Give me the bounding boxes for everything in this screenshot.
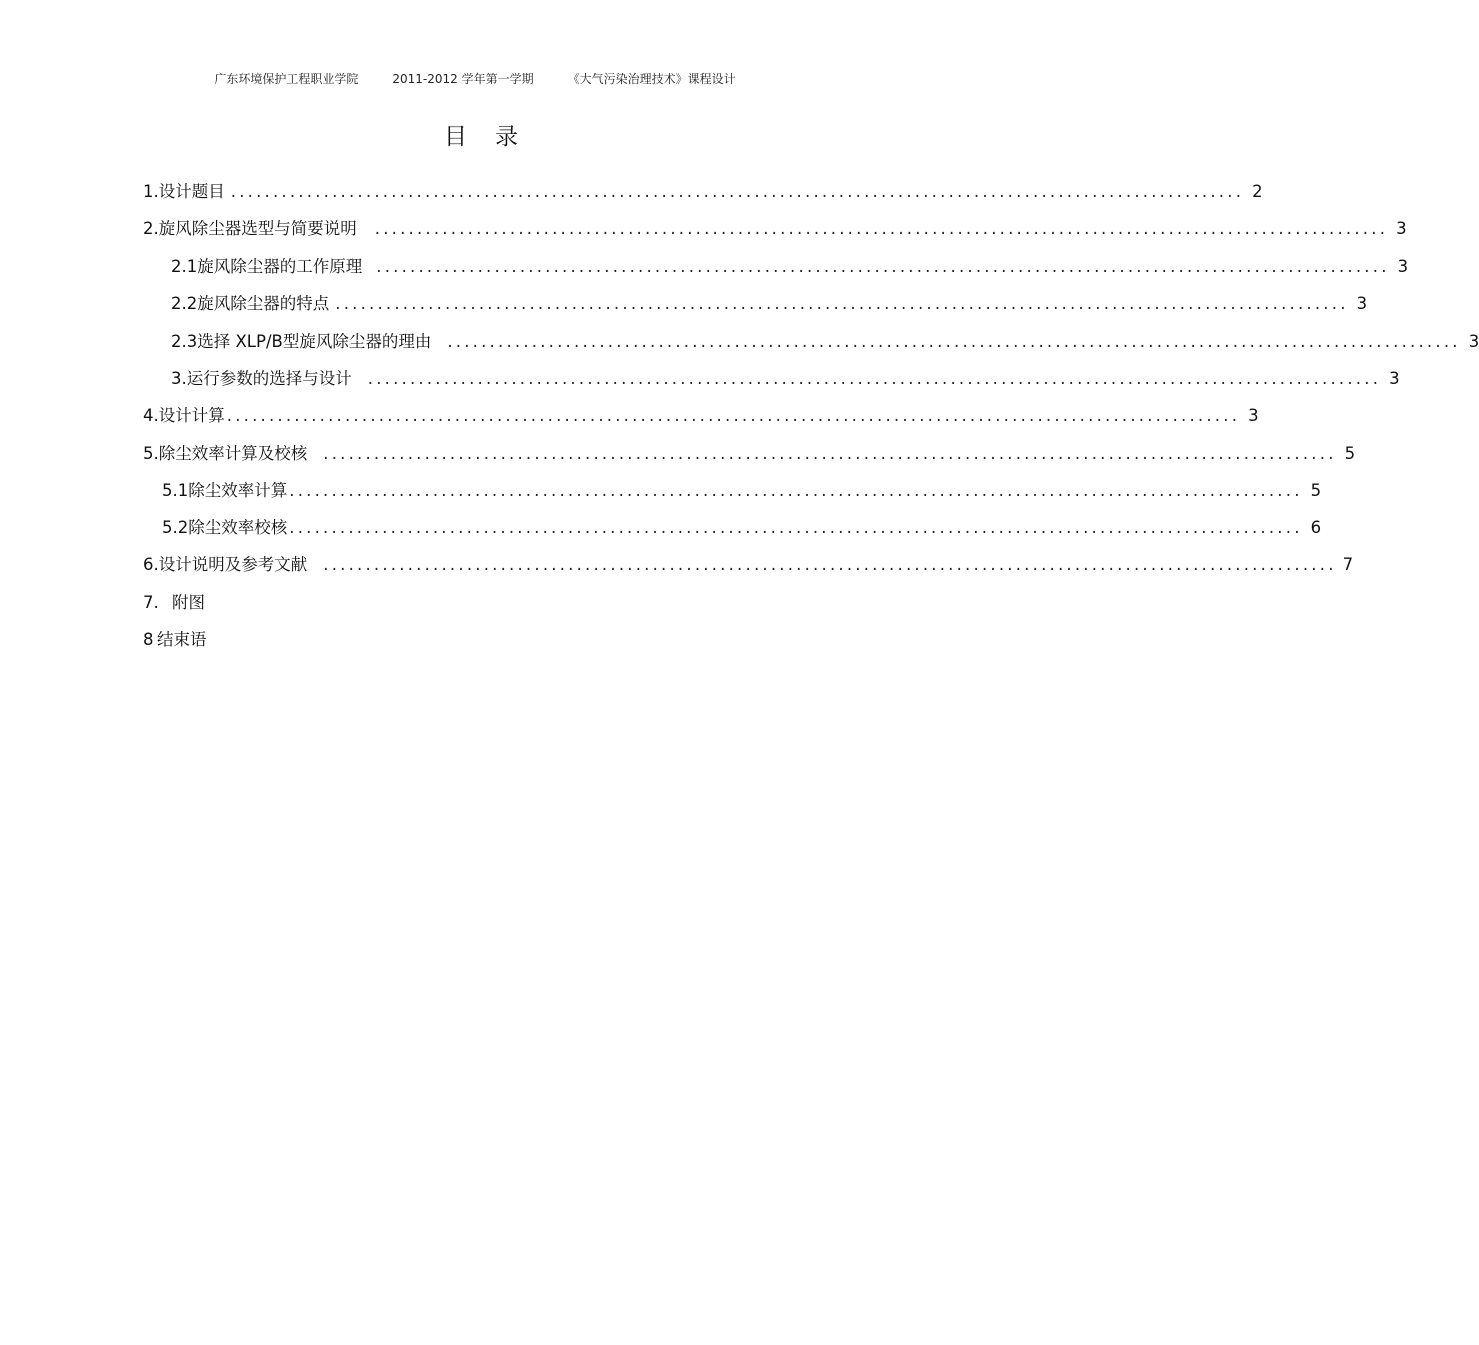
toc-entry[interactable]: [143, 180, 1263, 204]
toc-title: 旋风除尘器的特点: [197, 294, 330, 313]
page-header: [0, 70, 950, 87]
header-course: 《大气污染治理技术》课程设计: [567, 72, 736, 86]
toc-page-number: 5: [1344, 444, 1356, 463]
toc-title: 旋风除尘器选型与简要说明: [158, 219, 357, 238]
toc-leader: ........................................................................................................................: [289, 518, 1303, 537]
toc-leader: ........................................................................................................................: [376, 257, 1390, 276]
toc-leader: ........................................................................................................................: [226, 406, 1241, 425]
toc-title: 设计计算: [158, 406, 225, 425]
toc-page-number: 3: [1248, 406, 1259, 425]
page-title: 目录: [444, 124, 546, 150]
toc-leader: ........................................................................................................................: [374, 219, 1389, 238]
toc-page-number: 5: [1310, 481, 1322, 500]
toc-number: 1.: [143, 182, 159, 201]
toc-entry[interactable]: [162, 516, 1322, 540]
toc-page-number: 6: [1310, 518, 1322, 537]
toc-title: 附图: [172, 593, 205, 612]
toc-entry[interactable]: [143, 217, 1407, 241]
toc-title: 除尘效率校核: [188, 518, 288, 537]
header-term: 2011-2012 学年第一学期: [392, 72, 534, 86]
toc-number: 5.2: [162, 518, 189, 537]
toc-entry[interactable]: [171, 292, 1368, 316]
toc-title: 设计题目: [158, 182, 225, 201]
toc-title: 设计说明及参考文献: [158, 555, 308, 574]
toc-number: 3.: [171, 369, 187, 388]
toc-leader: ........................................................................................................................: [323, 555, 1337, 574]
toc-number: 5.1: [162, 481, 189, 500]
toc-title: 结束语: [157, 630, 207, 649]
toc-number: 8: [143, 630, 154, 649]
header-school: 广东环境保护工程职业学院: [214, 72, 359, 86]
toc-title: 运行参数的选择与设计: [186, 369, 352, 388]
toc-number: 5.: [143, 444, 159, 463]
toc-page-number: 3: [1468, 332, 1479, 351]
toc-page-number: 7: [1342, 555, 1354, 574]
toc-number: 4.: [143, 406, 159, 425]
toc-number: 2.: [143, 219, 159, 238]
toc-entry[interactable]: [143, 404, 1259, 428]
toc-leader: ........................................................................................................................: [323, 444, 1337, 463]
toc-page-number: 3: [1396, 219, 1407, 238]
toc-page-number: 3: [1397, 257, 1409, 276]
toc-entry[interactable]: [162, 479, 1322, 503]
toc-leader: ........................................................................................................................: [367, 369, 1382, 388]
toc-entry[interactable]: [143, 553, 1354, 577]
toc-entry[interactable]: [143, 591, 443, 615]
toc-leader: ........................................................................................................................: [230, 182, 1245, 201]
toc-number: 2.1: [171, 257, 198, 276]
toc-entry[interactable]: [171, 367, 1400, 391]
toc-entry[interactable]: [171, 255, 1409, 279]
toc-page-number: 3: [1356, 294, 1368, 313]
toc-entry[interactable]: [171, 330, 1479, 354]
toc-number: 2.3: [171, 332, 198, 351]
toc-title: 除尘效率计算及校核: [158, 444, 308, 463]
toc-leader: ........................................................................................................................: [335, 294, 1349, 313]
toc-entry[interactable]: [143, 628, 443, 652]
toc-entry[interactable]: [143, 442, 1356, 466]
toc-title: 旋风除尘器的工作原理: [197, 257, 363, 276]
toc-title: 选择 XLP/B型旋风除尘器的理由: [197, 332, 432, 351]
toc-leader: ........................................................................................................................: [447, 332, 1461, 351]
toc-title: 除尘效率计算: [188, 481, 288, 500]
toc-page-number: 2: [1252, 182, 1263, 201]
toc-number: 7.: [143, 593, 159, 612]
toc-leader: ........................................................................................................................: [289, 481, 1303, 500]
toc-number: 6.: [143, 555, 159, 574]
toc-page-number: 3: [1389, 369, 1400, 388]
toc-number: 2.2: [171, 294, 198, 313]
